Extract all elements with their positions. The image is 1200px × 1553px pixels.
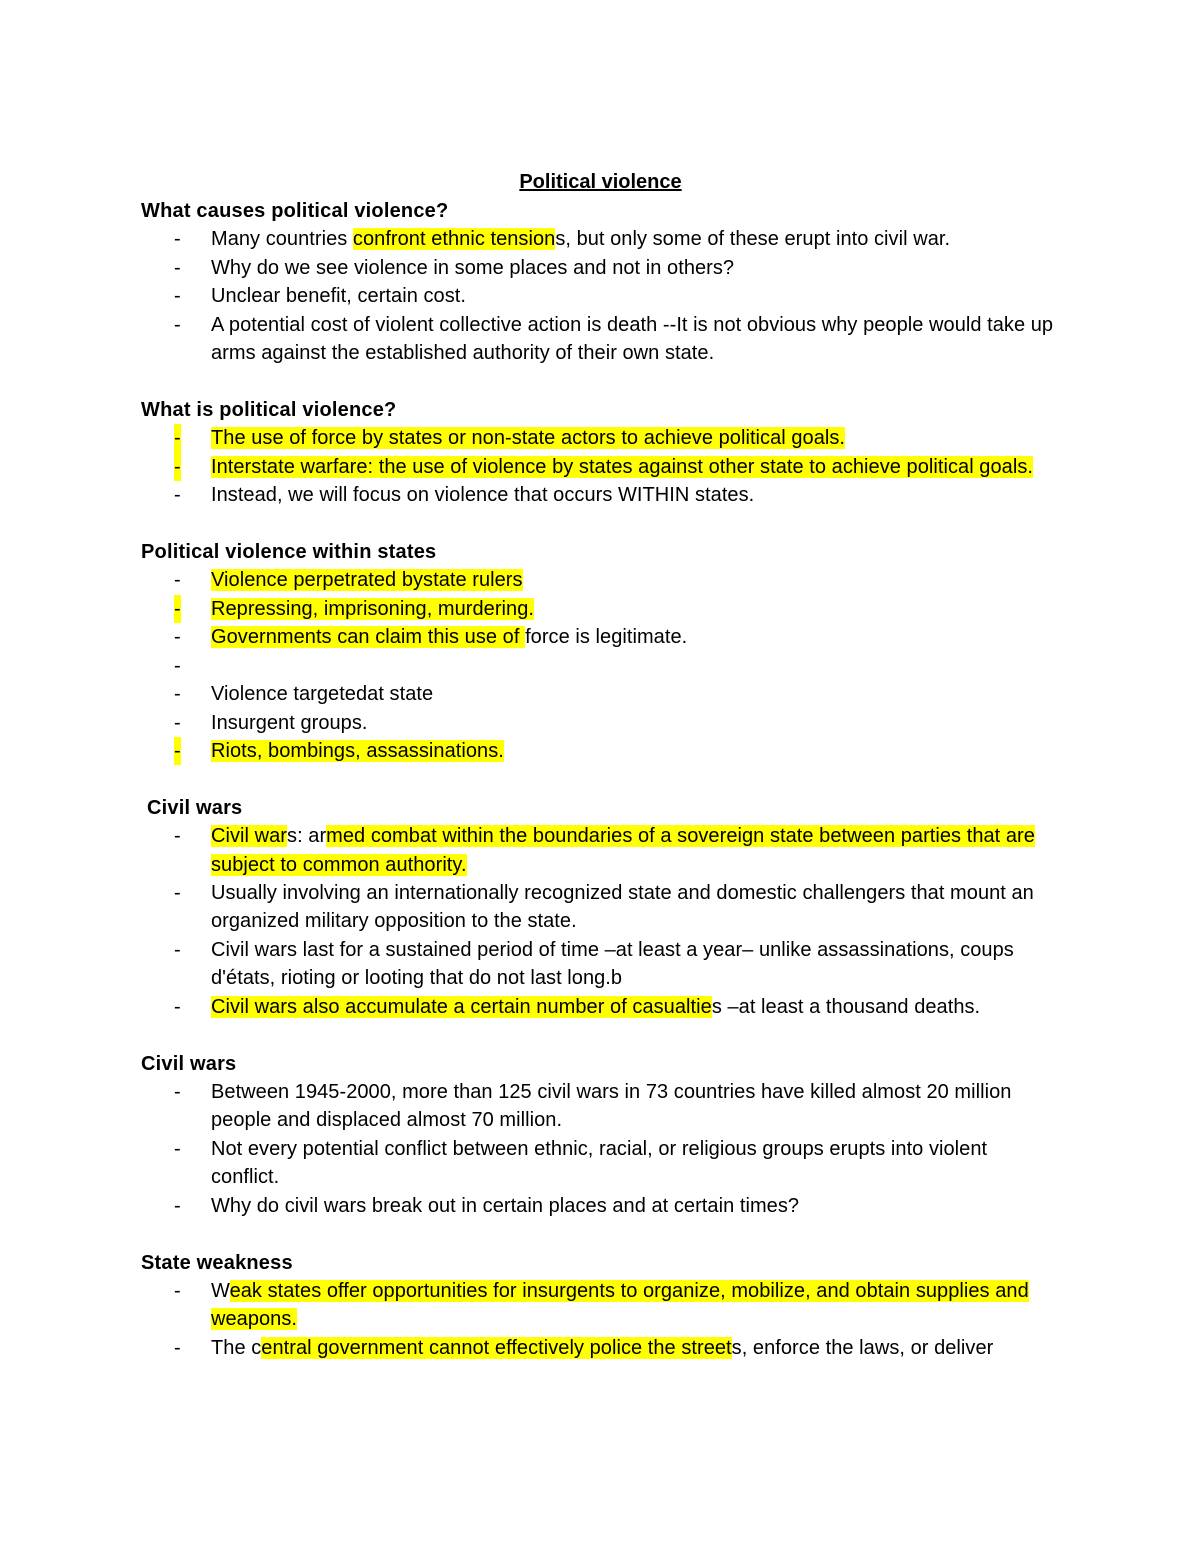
- section: [141, 794, 1060, 1021]
- bullet-dash-icon: -: [174, 683, 181, 706]
- highlighted-text: Interstate warfare: the use of violence by states against other state to achieve political goals.: [211, 455, 1033, 478]
- highlighted-text: entral government cannot effectively police the street: [261, 1336, 732, 1359]
- highlighted-text: Civil wars also accumulate a certain number of casualtie: [211, 995, 712, 1018]
- item-text: s –at least a thousand deaths.: [711, 995, 981, 1018]
- bullet-dash-icon: -: [174, 228, 181, 251]
- item-text: Insurgent groups.: [211, 711, 368, 734]
- list-item: [141, 1334, 1060, 1362]
- section-heading: What causes political violence?: [141, 200, 449, 222]
- item-text: Why do we see violence in some places and not in others?: [211, 256, 735, 279]
- bullet-dash-icon: -: [174, 1279, 181, 1302]
- item-text: Instead, we will focus on violence that occurs WITHIN states.: [211, 484, 755, 507]
- bullet-list: [141, 225, 1060, 367]
- section: [141, 1249, 1060, 1363]
- list-item: [141, 936, 1060, 993]
- bullet-dash-icon: -: [174, 711, 181, 734]
- item-text: Violence targetedat state: [211, 683, 434, 706]
- bullet-dash-icon: -: [174, 825, 181, 848]
- item-text: s, but only some of these erupt into civil war.: [555, 228, 951, 251]
- highlighted-text: Violence perpetrated bystate rulers: [211, 569, 523, 592]
- section: [141, 396, 1060, 510]
- section-heading: Civil wars: [147, 796, 243, 819]
- item-text: Many countries: [211, 228, 353, 251]
- list-item: [141, 680, 1060, 708]
- bullet-dash-icon: -: [174, 654, 181, 677]
- list-item: [141, 623, 1060, 651]
- section-heading: State weakness: [141, 1251, 293, 1274]
- list-item: [141, 225, 1060, 253]
- bullet-list: [141, 566, 1060, 765]
- list-item: [141, 1135, 1060, 1192]
- section-heading: Political violence within states: [141, 541, 437, 564]
- item-text: A potential cost of violent collective action is death --It is not obvious why people would take up arms against the established authority of their own state.: [211, 313, 1054, 365]
- list-item: [141, 737, 1060, 765]
- section-heading: What is political violence?: [141, 398, 397, 421]
- highlighted-text: med combat within the boundaries of a sovereign state between parties that are subject to common authority.: [211, 825, 1035, 876]
- item-text: s, enforce the laws, or deliver: [731, 1336, 994, 1359]
- bullet-dash-icon: -: [174, 595, 181, 623]
- section: [141, 538, 1060, 765]
- section: [141, 197, 1060, 367]
- list-item: [141, 709, 1060, 737]
- bullet-list: [141, 1277, 1060, 1362]
- bullet-dash-icon: -: [174, 626, 181, 649]
- bullet-dash-icon: -: [174, 453, 181, 481]
- list-item: [141, 566, 1060, 594]
- section-heading: Civil wars: [141, 1052, 237, 1075]
- bullet-dash-icon: -: [174, 882, 181, 905]
- list-item: [141, 254, 1060, 282]
- bullet-dash-icon: -: [174, 484, 181, 507]
- item-text: Why do civil wars break out in certain places and at certain times?: [211, 1194, 800, 1217]
- list-item: [141, 879, 1060, 936]
- highlighted-text: The use of force by states or non-state actors to achieve political goals.: [211, 427, 846, 450]
- highlighted-text: confront ethnic tension: [352, 228, 556, 251]
- item-text: Between 1945-2000, more than 125 civil wars in 73 countries have killed almost 20 million people and displaced almost 70 million.: [211, 1080, 1012, 1132]
- bullet-list: [141, 822, 1060, 1021]
- document-title: Political violence: [519, 171, 682, 193]
- bullet-dash-icon: -: [174, 1336, 181, 1359]
- list-item: [141, 481, 1060, 509]
- bullet-dash-icon: -: [174, 737, 181, 765]
- list-item: [141, 453, 1060, 481]
- bullet-dash-icon: -: [174, 424, 181, 452]
- list-item: [141, 993, 1060, 1021]
- bullet-list: [141, 1078, 1060, 1220]
- item-text: W: [211, 1279, 230, 1302]
- list-item: [141, 652, 1060, 680]
- bullet-dash-icon: -: [174, 1137, 181, 1160]
- highlighted-text: Civil war: [211, 825, 288, 848]
- list-item: [141, 1277, 1060, 1334]
- list-item: [141, 311, 1060, 368]
- highlighted-text: eak states offer opportunities for insurgents to organize, mobilize, and obtain supplies and weapons.: [211, 1279, 1029, 1331]
- section: [141, 1050, 1060, 1220]
- list-item: [141, 822, 1060, 879]
- list-item: [141, 1192, 1060, 1220]
- item-text: Unclear benefit, certain cost.: [211, 285, 466, 308]
- highlighted-text: Riots, bombings, assassinations.: [211, 739, 504, 762]
- item-text: Not every potential conflict between ethnic, racial, or religious groups erupts into violent conflict.: [211, 1137, 988, 1189]
- list-item: [141, 424, 1060, 452]
- bullet-dash-icon: -: [174, 313, 181, 336]
- list-item: [141, 282, 1060, 310]
- document-body: [141, 197, 1060, 1362]
- highlighted-text: Governments can claim this use of: [211, 626, 526, 649]
- bullet-dash-icon: -: [174, 1080, 181, 1103]
- item-text: The c: [211, 1336, 262, 1359]
- highlighted-text: Repressing, imprisoning, murdering.: [211, 597, 534, 620]
- item-text: force is legitimate.: [525, 626, 688, 649]
- bullet-list: [141, 424, 1060, 509]
- bullet-dash-icon: -: [174, 1194, 181, 1217]
- bullet-dash-icon: -: [174, 256, 181, 279]
- item-text: s: ar: [287, 825, 327, 848]
- bullet-dash-icon: -: [174, 285, 181, 308]
- bullet-dash-icon: -: [174, 569, 181, 592]
- item-text: Usually involving an internationally recognized state and domestic challengers that mount an organized military opposition to the state.: [211, 882, 1034, 933]
- list-item: [141, 1078, 1060, 1135]
- list-item: [141, 595, 1060, 623]
- bullet-dash-icon: -: [174, 995, 181, 1018]
- bullet-dash-icon: -: [174, 938, 181, 961]
- item-text: Civil wars last for a sustained period of time –at least a year– unlike assassinations, coups d'états, rioting or looting that do not last long.b: [211, 938, 1014, 990]
